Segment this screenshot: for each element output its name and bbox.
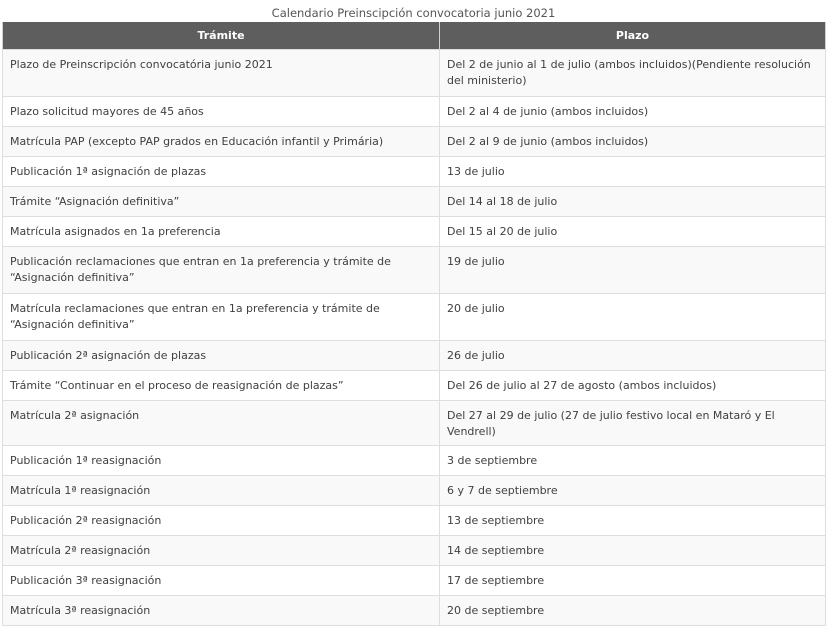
cell-tramite: Plazo de Preinscripción convocatória junio 2021	[3, 50, 440, 97]
table-row	[3, 187, 826, 217]
cell-plazo: 19 de julio	[440, 247, 826, 294]
table-row	[3, 446, 826, 476]
cell-tramite: Publicación 1ª reasignación	[3, 446, 440, 476]
cell-plazo: Del 15 al 20 de julio	[440, 217, 826, 247]
cell-tramite: Matrícula 3ª reasignación	[3, 596, 440, 626]
cell-tramite: Matrícula asignados en 1a preferencia	[3, 217, 440, 247]
cell-plazo: 20 de julio	[440, 294, 826, 341]
table-row	[3, 341, 826, 371]
cell-tramite: Matrícula 1ª reasignación	[3, 476, 440, 506]
cell-plazo: Del 2 al 9 de junio (ambos incluidos)	[440, 127, 826, 157]
cell-plazo: 20 de septiembre	[440, 596, 826, 626]
cell-tramite: Matrícula 2ª reasignación	[3, 536, 440, 566]
cell-plazo: 13 de julio	[440, 157, 826, 187]
table-row	[3, 536, 826, 566]
table-caption: Calendario Preinscipción convocatoria junio 2021	[271, 6, 556, 20]
table-row	[3, 247, 826, 294]
table-row	[3, 371, 826, 401]
cell-plazo: Del 2 de junio al 1 de julio (ambos incluidos)(Pendiente resolución del ministerio)	[440, 50, 826, 97]
cell-tramite: Publicación 1ª asignación de plazas	[3, 157, 440, 187]
cell-tramite: Trámite “Continuar en el proceso de reasignación de plazas”	[3, 371, 440, 401]
calendar-table	[2, 22, 826, 626]
cell-plazo: 13 de septiembre	[440, 506, 826, 536]
cell-tramite: Trámite “Asignación definitiva”	[3, 187, 440, 217]
calendar-table-container	[2, 0, 825, 626]
header-plazo: Plazo	[440, 22, 826, 50]
table-row	[3, 97, 826, 127]
table-row	[3, 294, 826, 341]
table-row	[3, 566, 826, 596]
table-row	[3, 401, 826, 446]
cell-plazo: 14 de septiembre	[440, 536, 826, 566]
cell-plazo: 3 de septiembre	[440, 446, 826, 476]
cell-plazo: 26 de julio	[440, 341, 826, 371]
table-row	[3, 596, 826, 626]
cell-tramite: Plazo solicitud mayores de 45 años	[3, 97, 440, 127]
table-row	[3, 217, 826, 247]
cell-tramite: Publicación reclamaciones que entran en 1a preferencia y trámite de “Asignación definitiva”	[3, 247, 440, 294]
table-row	[3, 127, 826, 157]
cell-plazo: Del 2 al 4 de junio (ambos incluidos)	[440, 97, 826, 127]
table-row	[3, 50, 826, 97]
cell-plazo: Del 27 al 29 de julio (27 de julio festivo local en Mataró y El Vendrell)	[440, 401, 826, 446]
table-row	[3, 157, 826, 187]
cell-tramite: Matrícula PAP (excepto PAP grados en Educación infantil y Primária)	[3, 127, 440, 157]
cell-tramite: Matrícula 2ª asignación	[3, 401, 440, 446]
table-row	[3, 476, 826, 506]
table-row	[3, 506, 826, 536]
cell-tramite: Matrícula reclamaciones que entran en 1a preferencia y trámite de “Asignación definitiva”	[3, 294, 440, 341]
header-tramite: Trámite	[3, 22, 440, 50]
table-header-row	[3, 22, 826, 50]
cell-plazo: Del 14 al 18 de julio	[440, 187, 826, 217]
cell-tramite: Publicación 3ª reasignación	[3, 566, 440, 596]
cell-plazo: 17 de septiembre	[440, 566, 826, 596]
cell-tramite: Publicación 2ª reasignación	[3, 506, 440, 536]
cell-plazo: Del 26 de julio al 27 de agosto (ambos incluidos)	[440, 371, 826, 401]
cell-tramite: Publicación 2ª asignación de plazas	[3, 341, 440, 371]
cell-plazo: 6 y 7 de septiembre	[440, 476, 826, 506]
